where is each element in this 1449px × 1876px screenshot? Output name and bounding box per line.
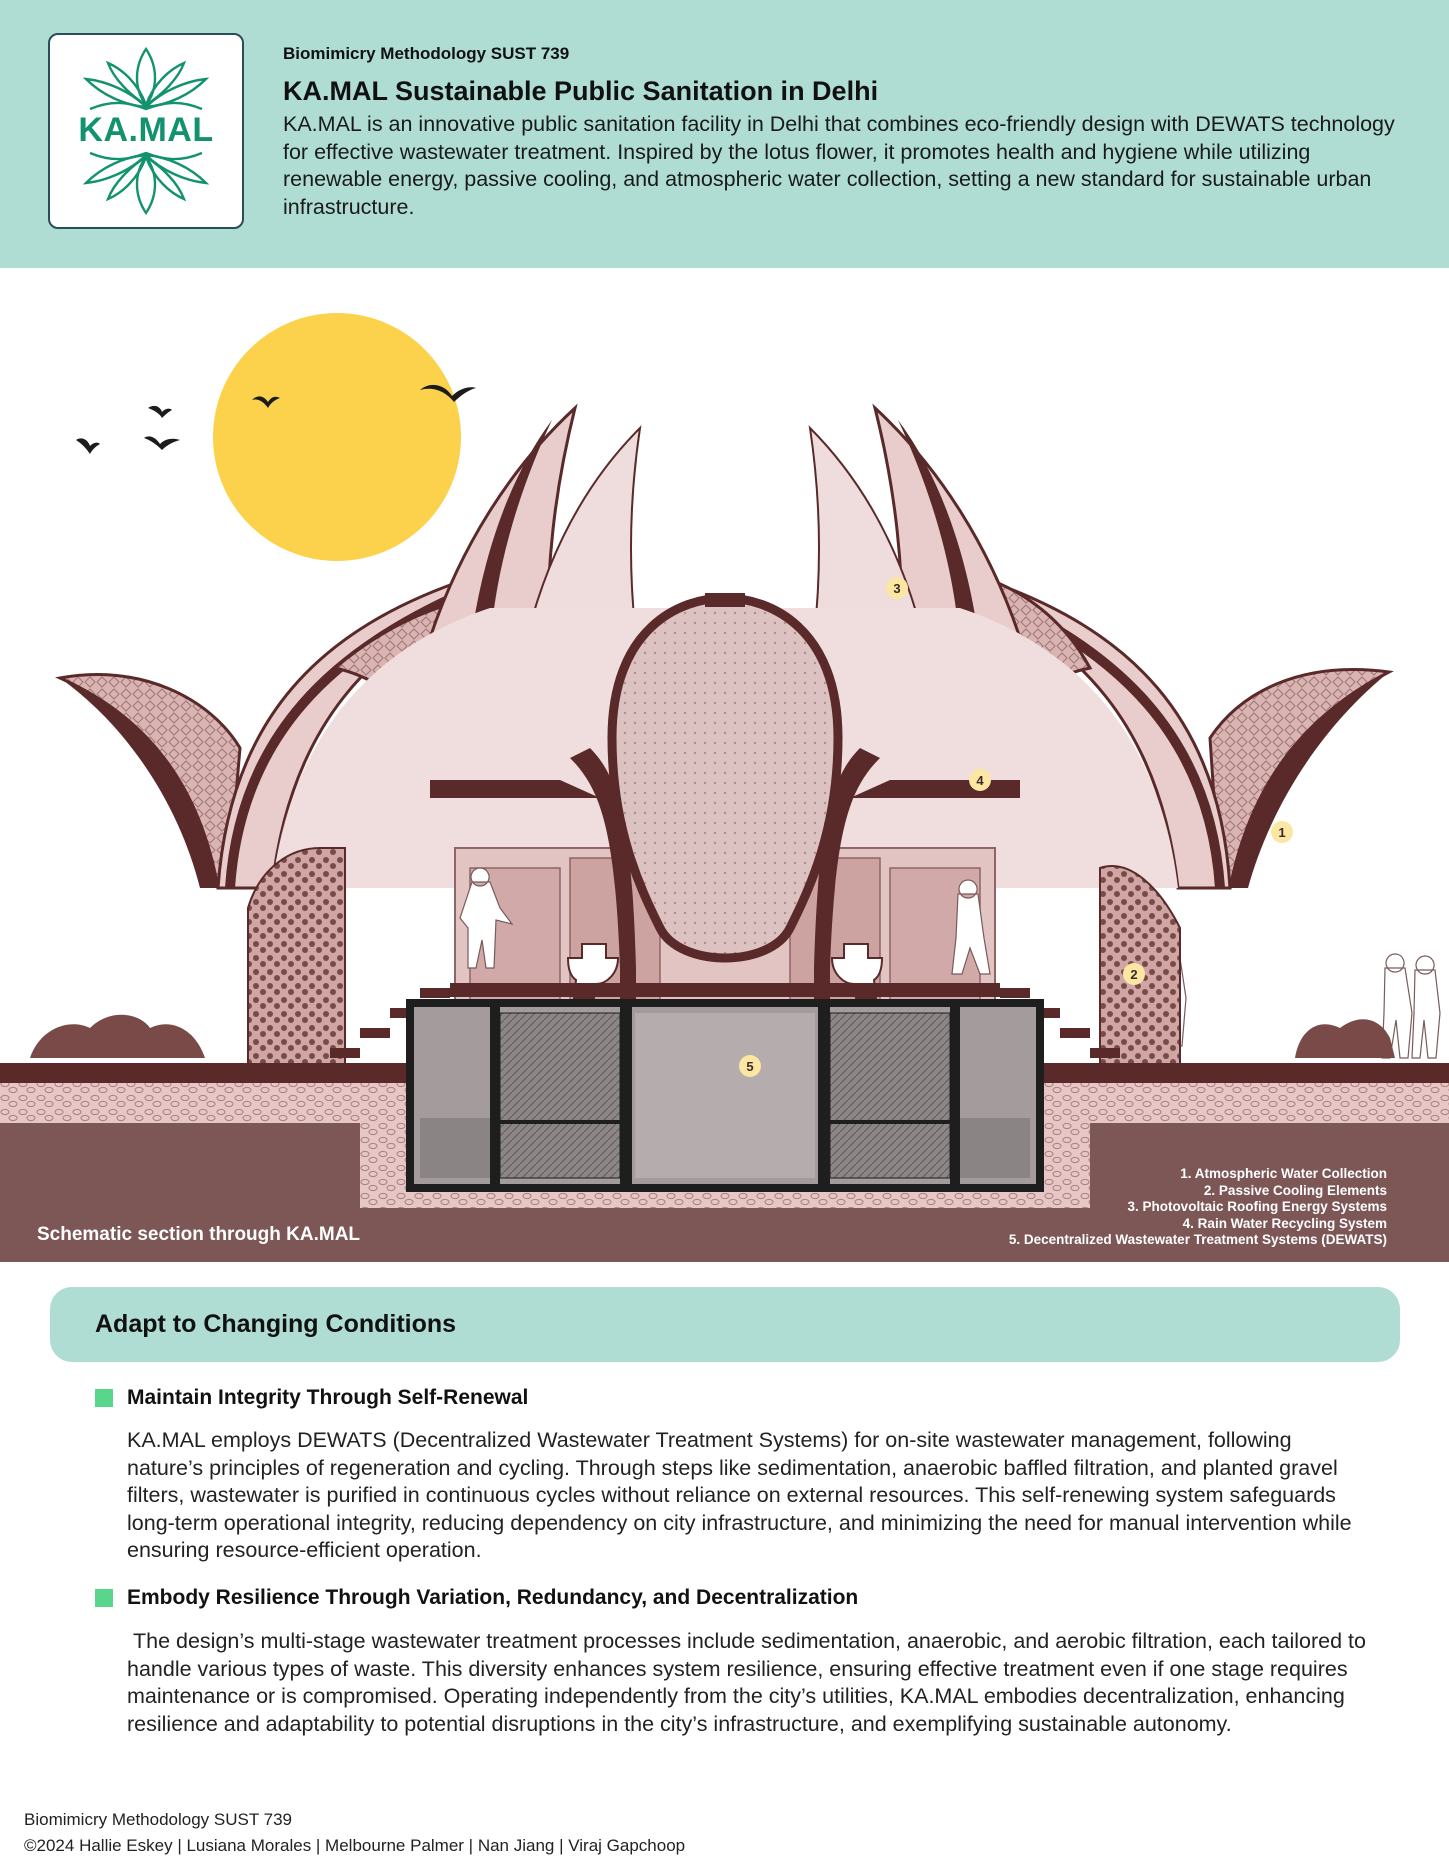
- subsection-body-1: KA.MAL employs DEWATS (Decentralized Wastewater Treatment Systems) for on-site wastewater management, following nature’s principles of regeneration and cycling. Through steps like sedimentation, anaerobic baffled filtration, and planted gravel filters, wastewater is purified in continuous cycles without reliance on external resources. This self-renewing system safeguards long-term operational integrity, reducing dependency on city infrastructure, and minimizing the need for manual intervention while ensuring resource-efficient operation.: [127, 1428, 1352, 1562]
- section-heading-banner: [50, 1287, 1400, 1362]
- schematic-section-diagram: [0, 268, 1449, 1262]
- sun: [213, 313, 461, 561]
- page-description: KA.MAL is an innovative public sanitation facility in Delhi that combines eco-friendly design with DEWATS technology for effective wastewater treatment. Inspired by the lotus flower, it promotes health and hygiene while utilizing renewable energy, passive cooling, and atmospheric water collection, setting a new standard for sustainable urban infrastructure.: [283, 112, 1395, 219]
- diagram-legend: [1009, 1166, 1387, 1249]
- kamal-logo: [48, 33, 244, 229]
- legend-item: 3. Photovoltaic Roofing Energy Systems: [1127, 1199, 1387, 1214]
- legend-item: 2. Passive Cooling Elements: [1203, 1182, 1387, 1198]
- subsection-body-2: The design’s multi-stage wastewater treatment processes include sedimentation, anaerobic, and aerobic filtration, each tailored to handle various types of waste. This diversity enhances system resilience, ensuring effective treatment even if one stage requires maintenance or is compromised. Operating independently from the city’s utilities, KA.MAL embodies decentralization, enhancing resilience and adaptability to potential disruptions in the city’s infrastructure, and exemplifying sustainable autonomy.: [127, 1629, 1372, 1736]
- course-label: Biomimicry Methodology SUST 739: [283, 44, 570, 63]
- subsection-title-text: Embody Resilience Through Variation, Redundancy, and Decentralization: [127, 1586, 859, 1609]
- legend-item: 5. Decentralized Wastewater Treatment Systems (DEWATS): [1008, 1232, 1387, 1247]
- footer-course: Biomimicry Methodology SUST 739: [24, 1810, 293, 1829]
- diagram-caption: Schematic section through KA.MAL: [37, 1224, 361, 1245]
- legend-item: 1. Atmospheric Water Collection: [1180, 1166, 1387, 1181]
- subsection-title-2: [95, 1586, 858, 1610]
- section-heading: Adapt to Changing Conditions: [95, 1310, 457, 1338]
- marker-3-label: 3: [893, 581, 901, 596]
- logo-text: KA.MAL: [78, 111, 214, 149]
- subsection-title-text: Maintain Integrity Through Self-Renewal: [127, 1386, 529, 1409]
- footer-credits: ©2024 Hallie Eskey | Lusiana Morales | Melbourne Palmer | Nan Jiang | Viraj Gapchoop: [24, 1836, 686, 1855]
- marker-4-label: 4: [976, 773, 984, 788]
- green-square-icon: [95, 1389, 113, 1407]
- marker-5-label: 5: [746, 1059, 754, 1074]
- marker-2-label: 2: [1130, 967, 1138, 982]
- green-square-icon: [95, 1589, 113, 1607]
- dewats-tank: [410, 1003, 1040, 1188]
- central-vessel: [612, 598, 838, 958]
- legend-item: 4. Rain Water Recycling System: [1182, 1215, 1387, 1231]
- page-title: KA.MAL Sustainable Public Sanitation in Delhi: [283, 76, 879, 106]
- header-banner: [0, 0, 1449, 268]
- marker-1-label: 1: [1278, 825, 1286, 840]
- subsection-title-1: [95, 1386, 528, 1410]
